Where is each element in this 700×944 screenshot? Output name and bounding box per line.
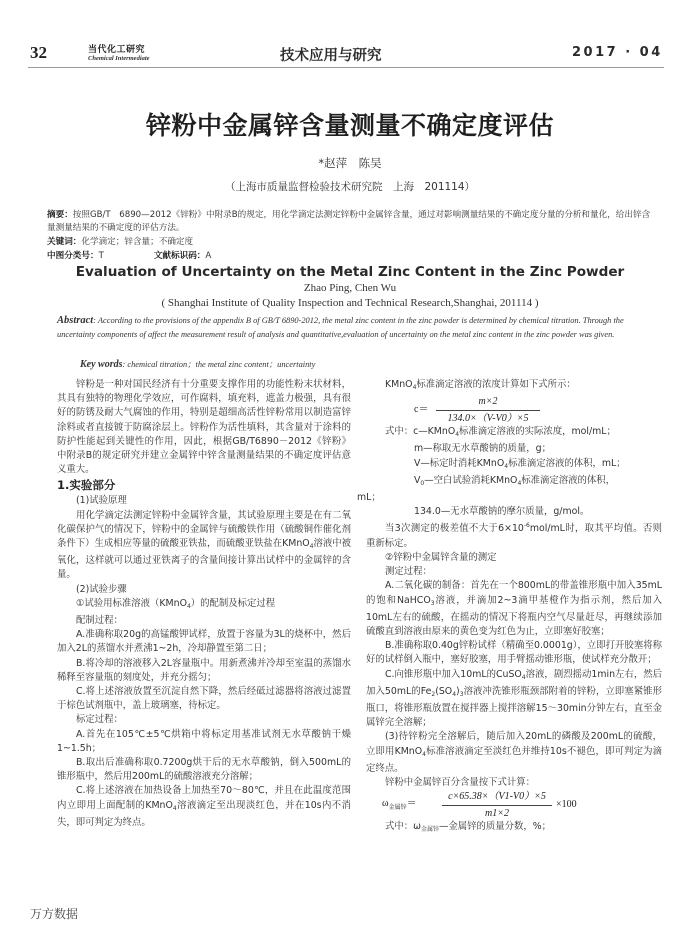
principle-sub: 4 (309, 543, 314, 551)
cal-c-sub: 4 (172, 804, 177, 812)
formula2-lhs: $\omega_{金属锌}=$ (382, 798, 417, 812)
where-ml: mL； (357, 492, 381, 504)
proc-c-text: C.向锥形瓶中加入10mL的CuSO (385, 668, 522, 680)
formula2-numerator: c×65.38×（V1-V0）×5 (442, 790, 552, 806)
page-number: 32 (30, 43, 47, 62)
proc-c-text-end: 溶液冲洗锥形瓶颈部附着的锌粉，立即塞紧锥形瓶口，将锥形瓶放置在搅拌器上搅拌溶解15～30min分钟左右，直至金属锌完全溶解； (366, 685, 662, 729)
formula2-omega-sub: 金属锌 (388, 805, 407, 812)
abstract-cn-label: 摘要： (47, 210, 73, 220)
concentration-intro (366, 378, 662, 395)
where-v0-sub2: 4 (517, 479, 522, 487)
affiliation-cn: （上海市质量监督检验技术研究院 上海 201114） (224, 181, 476, 193)
prep-label: 配制过程： (76, 615, 123, 627)
proc-c-sub: 4 (521, 673, 526, 681)
step2-heading: ②锌粉中金属锌含量的测定 (385, 551, 497, 563)
cal-step-c (57, 784, 351, 830)
formula1-lhs: c＝ (414, 404, 429, 416)
prep-step-b: B.将冷却的溶液移入2L容量瓶中。用新煮沸并冷却至室温的蒸馏水稀释至容量瓶的刻度处，并充分摇匀； (57, 657, 351, 683)
paper-title-en: Evaluation of Uncertainty on the Metal Zinc Content in the Zinc Powder (75, 264, 625, 280)
section-title: 技术应用与研究 (280, 48, 382, 64)
where-v-sub: 4 (504, 462, 509, 470)
range-rule (366, 519, 662, 551)
proc-c-sub4: 3 (459, 690, 464, 698)
proc-step-b: B.准确称取0.40g锌粉试样（精确至0.0001g），立即打开胶塞将称好的试样倒入瓶中，塞好胶塞，用手臂摇动锥形瓶，使试样充分散开； (366, 640, 662, 666)
authors-en: Zhao Ping, Chen Wu (303, 282, 397, 294)
proc-c-text-4: ) (456, 685, 460, 697)
step1-text-end: ）的配制及标定过程 (190, 597, 276, 609)
journal-name-en: Chemical Intermediate (88, 55, 150, 62)
rule-text-end: mol/mL时，取其平均值。否则重新标定。 (366, 523, 662, 549)
keywords-cn-label: 关键词： (47, 237, 82, 247)
where-molar-mass: 134.0—无水草酸钠的摩尔质量，g/mol。 (414, 506, 590, 518)
proc-step-a (366, 579, 662, 639)
prep-step-a: A.准确称取20g的高锰酸钾试样，放置于容量为3L的烧杯中，然后加入2L的蒸馏水并煮沸1~2h，冷却静置至第二日； (57, 629, 351, 655)
where-v0-text: V (414, 474, 421, 486)
step1-heading (57, 597, 351, 614)
keywords-cn (47, 236, 652, 249)
step3-paragraph (366, 730, 662, 776)
proc-c-sub3: 4 (452, 690, 457, 698)
body-left-column (57, 378, 351, 830)
where-omega (366, 820, 662, 837)
intro-paragraph: 锌粉是一种对国民经济有十分重要支撑作用的功能性粉末状材料，其具有独特的物理化学效应，可作腐料，填充料，遮盖力极强，具有很好的防锈及耐大气腐蚀的作用，特别是超细高活性锌粉常用以制造富锌涂料或者直接镀于防腐涂层上。锌粉作为活性填料，其含量对于涂料的防护性能起到关键性的作用，因此，根据GB/T6890－2012《锌粉》中附录B的规定研究并建立金属锌中锌含量测量结果的不确定度评估意义重大。 (57, 379, 351, 476)
conc-text-end: 标准滴定溶液的浓度计算如下式所示： (416, 379, 576, 390)
keywords-cn-text: 化学滴定；锌含量；不确定度 (81, 237, 194, 247)
where-v (366, 457, 662, 474)
subheading-principle: (1)试验原理 (76, 495, 127, 507)
where-omega-text-end: —金属锌的质量分数，%； (439, 821, 552, 833)
step3-sub: 4 (422, 750, 426, 758)
doc-code-label: 文献标识码： (153, 251, 206, 261)
formula1-fraction (436, 395, 540, 426)
paper-title-cn: 锌粉中金属锌含量测量不确定度评估 (145, 111, 554, 140)
formula-concentration (366, 395, 662, 425)
footer-watermark: 万方数据 (30, 907, 79, 921)
authors-cn: *赵萍 陈吴 (318, 156, 382, 170)
step3-text: (3)待锌粉完全溶解后，随后加入20mL的磷酸及200mL的硫酸，立即用KMnO (366, 731, 662, 757)
where-v0-text-end: 标准滴定溶液的体积， (521, 474, 616, 486)
formula-zinc-content (366, 790, 662, 820)
proc-a-sub: 3 (430, 599, 435, 607)
step1-sub: 4 (186, 602, 191, 610)
affiliation-en: ( Shanghai Institute of Quality Inspection and Technical Research,Shanghai, 201114 ) (161, 297, 539, 309)
proc-a-text: A.二氧化碳的制备：首先在一个800mL的带盖锥形瓶中加入35mL的饱和NaHCO (366, 580, 662, 606)
journal-name-cn: 当代化工研究 (88, 45, 146, 55)
cal-c-text-end: 溶液滴定至出现淡红色，并在10s内不消失，即可判定为终点。 (57, 799, 351, 828)
section-heading-experiment: 1.实验部分 (57, 478, 116, 493)
rule-sup: -6 (523, 522, 530, 530)
formula2-omega: ω (382, 798, 389, 810)
formula2-denominator: m1×2 (485, 808, 509, 820)
cal-step-b: B.取出后准确称取0.7200g烘干后的无水草酸钠，倒入500mL的锥形瓶中，然后用200mL的硫酸溶液充分溶解； (57, 757, 351, 783)
cal-step-a: A.首先在105℃±5℃烘箱中将标定用基准试剂无水草酸钠干燥1~1.5h； (57, 728, 351, 754)
cal-label: 标定过程： (76, 714, 123, 726)
rule-text: 当3次测定的极差值不大于6×10 (385, 523, 524, 535)
body-right-column (357, 378, 663, 837)
where-v-text: V—标定时消耗KMnO (414, 457, 505, 469)
where-m: m—称取无水草酸钠的质量，g； (414, 443, 551, 455)
where-v0-sub: 0 (420, 479, 425, 487)
where-v0 (366, 474, 662, 491)
clc-label: 中图分类号： (47, 251, 99, 261)
where-c-text-end: 标准滴定溶液的实际浓度，mol/mL； (459, 426, 616, 438)
step3-text-end: 标准溶液滴定至淡红色并维持10s不褪色，即可判定为滴定终点。 (366, 745, 662, 774)
abstract-en-label: Abstract (57, 315, 94, 326)
subheading-steps: (2)试验步骤 (76, 583, 127, 595)
clc-value: T (98, 251, 104, 261)
formula1-numerator: m×2 (436, 395, 540, 411)
proc-step-c (366, 668, 662, 731)
abstract-cn-text: 按照GB/T 6890—2012《锌粉》中附录B的规定，用化学滴定法测定锌粉中金属锌含量，通过对影响测量结果的不确定度分量的分析和量化，给出锌含量测量结果的不确定度的评估方法。 (47, 210, 651, 233)
keywords-en-text: : chemical titration；the metal zinc content；uncertainty (122, 360, 316, 369)
where-c (366, 425, 662, 442)
classification-line (47, 250, 652, 263)
where-v-text-end: 标准滴定溶液的体积，mL； (508, 457, 626, 469)
proc-a-text-end: 溶液，并滴加2~3滴甲基橙作为指示剂，然后加入10mL左右的硫酸，在摇动的情况下将瓶内空气尽量赶尽，再继续添加硫酸直到溶液由原来的黄色变为红色为止，立即塞好胶塞； (366, 594, 663, 637)
keywords-en (80, 358, 315, 370)
formula2-fraction (442, 790, 552, 821)
principle-text-end: 溶液中被氧化，这样就可以通过亚铁离子的含量间接计算出试样中的金属锌的含量。 (57, 538, 351, 581)
prep-step-c: C.将上述溶液放置至沉淀自然下降，然后经砥过滤器将溶液过滤置于棕色试剂瓶中，盖上玻璃塞，待标定。 (57, 686, 351, 712)
keywords-en-label: Key words (80, 359, 123, 370)
conc-sub: 4 (412, 384, 417, 391)
where-omega-sub: 金属锌 (420, 826, 439, 834)
conc-text: KMnO (385, 379, 413, 390)
abstract-cn (47, 209, 652, 235)
where-c-text: 式中：c—KMnO (385, 426, 456, 438)
proc-c-text-3: (SO (435, 685, 453, 697)
issue-date: 2017 · 04 (572, 45, 663, 60)
doc-code-value: A (205, 251, 212, 261)
proc-label: 测定过程： (385, 566, 432, 578)
where-v0-text-mid: —空白试验消耗KMnO (424, 474, 518, 486)
header-divider (28, 67, 664, 68)
principle-text: 用化学滴定法测定锌粉中金属锌含量，其试验原理主要是在有二氧化碳保护气的情况下，锌粉中的金属锌与硫酸铁作用（硫酸铜作催化剂条件下）生成相应等量的硫酸亚铁盐，而硫酸亚铁盐在KMnO (57, 509, 351, 550)
where-omega-text: 式中：ω (385, 821, 421, 833)
principle-paragraph (57, 509, 351, 583)
proc-c-sub2: 2 (431, 690, 436, 698)
where-c-sub: 4 (455, 431, 460, 439)
formula2-tail: ×100 (556, 799, 577, 811)
proc-c-text-2: 溶液，剧烈摇动1min左右，然后加入50mL的Fe (366, 668, 662, 697)
calc-intro: 锌粉中金属锌百分含量按下式计算： (385, 777, 536, 788)
cal-c-text: C.将上述溶液在加热设备上加热至70～80℃，并且在此温度范围内立即用上面配制的KMnO (57, 785, 351, 811)
step1-text: ①试验用标准溶液（KMnO (76, 597, 187, 609)
formula1-denominator: 134.0×（V-V0）×5 (447, 413, 529, 425)
abstract-en (57, 314, 657, 341)
abstract-en-text: : According to the provisions of the appendix B of GB/T 6890-2012, the metal zinc content in the zinc powder is determined by chemical titration. Through the uncertainty components of affect the measurement result of analysis and quantitative,evaluation of uncertainty on the metal zinc content in the zinc powder was given. (57, 316, 624, 339)
